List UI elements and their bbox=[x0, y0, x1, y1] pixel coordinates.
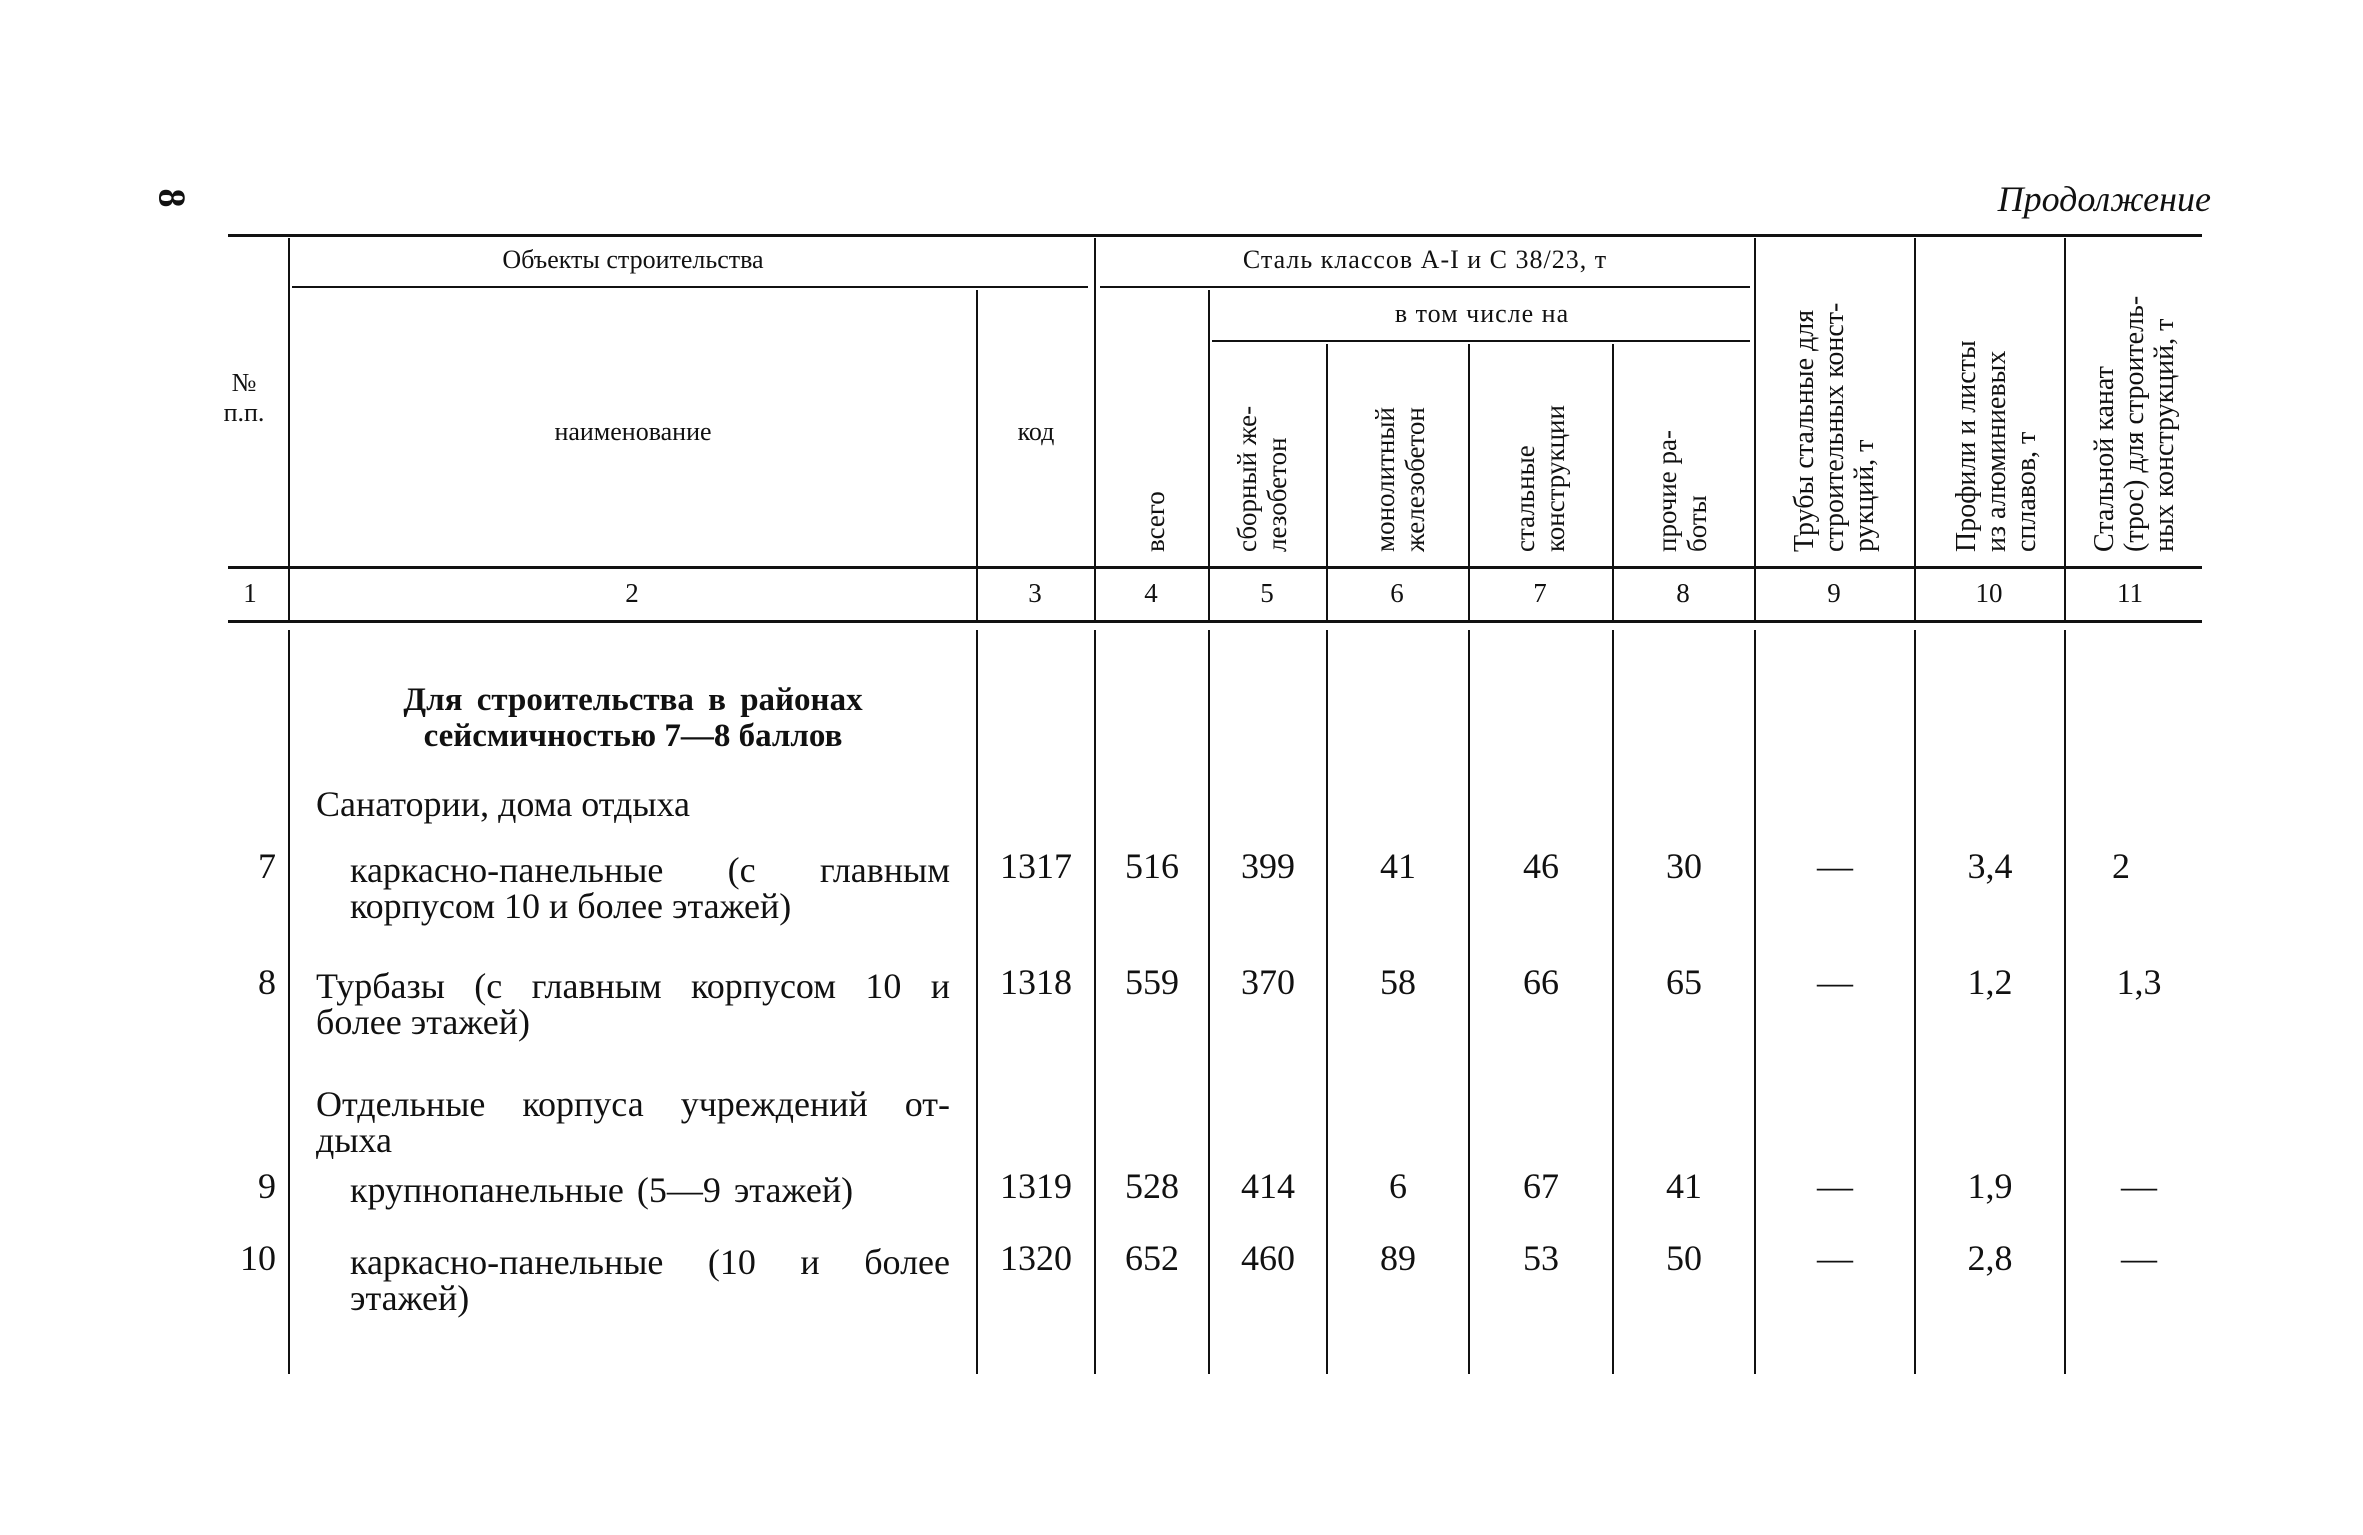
cell-total: 559 bbox=[1125, 962, 1179, 1002]
colnum-bottom-rule bbox=[228, 620, 2202, 623]
cell-steel-constructions: 46 bbox=[1523, 846, 1559, 886]
header-profiles: Профили и листы из алюминиевых сплавов, т bbox=[1951, 340, 2042, 552]
vrule-header bbox=[1612, 344, 1614, 622]
including-underline bbox=[1212, 340, 1750, 342]
cell-code: 1320 bbox=[1000, 1238, 1072, 1278]
cell-rope: — bbox=[2121, 1166, 2157, 1206]
column-number: 9 bbox=[1827, 578, 1841, 608]
group-title: дыха bbox=[316, 1120, 393, 1160]
continuation-label: Продолжение bbox=[1997, 179, 2211, 219]
cell-prefab: 414 bbox=[1241, 1166, 1295, 1206]
cell-monolithic: 89 bbox=[1380, 1238, 1416, 1278]
group-title: Санатории, дома отдыха bbox=[316, 784, 691, 824]
row-name: этажей) bbox=[350, 1278, 470, 1318]
column-number: 11 bbox=[2117, 578, 2143, 608]
row-name: Турбазы (с главным корпусом 10 и bbox=[316, 966, 950, 1006]
cell-rope: 1,3 bbox=[2116, 962, 2162, 1002]
header-other-works: прочие ра- боты bbox=[1652, 430, 1712, 552]
cell-code: 1319 bbox=[1000, 1166, 1072, 1206]
header-objects: Объекты строительства bbox=[502, 245, 764, 274]
cell-pipes: — bbox=[1817, 962, 1853, 1002]
cell-rope: — bbox=[2121, 1238, 2157, 1278]
cell-profiles: 1,9 bbox=[1967, 1166, 2013, 1206]
row-name: крупнопанельные (5—9 этажей) bbox=[350, 1170, 854, 1210]
row-number: 9 bbox=[258, 1166, 276, 1206]
cell-steel-constructions: 67 bbox=[1523, 1166, 1559, 1206]
cell-rope: 2 bbox=[2112, 846, 2130, 886]
cell-other-works: 65 bbox=[1666, 962, 1702, 1002]
cell-code: 1317 bbox=[1000, 846, 1072, 886]
vrule-header bbox=[1326, 344, 1328, 622]
column-number: 8 bbox=[1676, 578, 1690, 608]
cell-other-works: 30 bbox=[1666, 846, 1702, 886]
column-number: 4 bbox=[1144, 578, 1158, 608]
section-title: сейсмичностью 7—8 баллов bbox=[423, 718, 843, 754]
header-bottom-rule bbox=[228, 566, 2202, 569]
vrule-header bbox=[1208, 290, 1210, 622]
vrule-header bbox=[1468, 344, 1470, 622]
row-number: 8 bbox=[258, 962, 276, 1002]
vrule-header bbox=[1914, 238, 1916, 622]
header-rope: Стальной канат (трос) для строитель- ных конструкций, т bbox=[2089, 295, 2180, 552]
column-number: 7 bbox=[1533, 578, 1547, 608]
vrule-header bbox=[1754, 238, 1756, 622]
vrule-header bbox=[976, 290, 978, 622]
header-name: наименование bbox=[554, 417, 712, 446]
header-row-number: № п.п. bbox=[223, 368, 265, 427]
column-number: 3 bbox=[1028, 578, 1042, 608]
cell-pipes: — bbox=[1817, 846, 1853, 886]
cell-other-works: 41 bbox=[1666, 1166, 1702, 1206]
header-total: всего bbox=[1140, 491, 1170, 552]
row-name: каркасно-панельные (с главным bbox=[350, 850, 950, 890]
header-prefab: сборный же- лезобетон bbox=[1232, 405, 1292, 552]
group-title: Отдельные корпуса учреждений от- bbox=[316, 1084, 950, 1124]
cell-profiles: 1,2 bbox=[1967, 962, 2013, 1002]
cell-monolithic: 58 bbox=[1380, 962, 1416, 1002]
cell-total: 652 bbox=[1125, 1238, 1179, 1278]
cell-steel-constructions: 53 bbox=[1523, 1238, 1559, 1278]
row-number: 7 bbox=[258, 846, 276, 886]
top-rule bbox=[228, 234, 2202, 237]
cell-pipes: — bbox=[1817, 1238, 1853, 1278]
row-name: более этажей) bbox=[316, 1002, 530, 1042]
cell-code: 1318 bbox=[1000, 962, 1072, 1002]
header-code: код bbox=[1017, 417, 1055, 446]
vrule-header bbox=[2064, 238, 2066, 622]
header-pipes: Трубы стальные для строительных конст- рукций, т bbox=[1789, 302, 1880, 552]
cell-monolithic: 41 bbox=[1380, 846, 1416, 886]
header-steel-constructions: стальные конструкции bbox=[1510, 405, 1570, 552]
cell-steel-constructions: 66 bbox=[1523, 962, 1559, 1002]
vrule-header bbox=[1094, 238, 1096, 622]
cell-other-works: 50 bbox=[1666, 1238, 1702, 1278]
cell-profiles: 2,8 bbox=[1967, 1238, 2013, 1278]
header-including: в том числе на bbox=[1394, 299, 1570, 328]
cell-prefab: 460 bbox=[1241, 1238, 1295, 1278]
cell-monolithic: 6 bbox=[1389, 1166, 1407, 1206]
cell-total: 516 bbox=[1125, 846, 1179, 886]
cell-pipes: — bbox=[1817, 1166, 1853, 1206]
section-title: Для строительства в районах bbox=[403, 682, 863, 718]
column-number: 5 bbox=[1260, 578, 1274, 608]
cell-total: 528 bbox=[1125, 1166, 1179, 1206]
header-monolithic: монолитный железобетон bbox=[1370, 407, 1430, 552]
cell-prefab: 370 bbox=[1241, 962, 1295, 1002]
row-name: каркасно-панельные (10 и более bbox=[350, 1242, 950, 1282]
cell-prefab: 399 bbox=[1241, 846, 1295, 886]
page-number: 8 bbox=[150, 188, 193, 208]
column-number: 10 bbox=[1975, 578, 2003, 608]
objects-underline bbox=[292, 286, 1088, 288]
column-number: 1 bbox=[243, 578, 257, 608]
column-number: 6 bbox=[1390, 578, 1404, 608]
steel-underline bbox=[1100, 286, 1750, 288]
cell-profiles: 3,4 bbox=[1967, 846, 2013, 886]
column-number: 2 bbox=[625, 578, 639, 608]
row-number: 10 bbox=[240, 1238, 276, 1278]
header-steel: Сталь классов А-I и С 38/23, т bbox=[1242, 245, 1608, 274]
row-name: корпусом 10 и более этажей) bbox=[350, 886, 792, 926]
